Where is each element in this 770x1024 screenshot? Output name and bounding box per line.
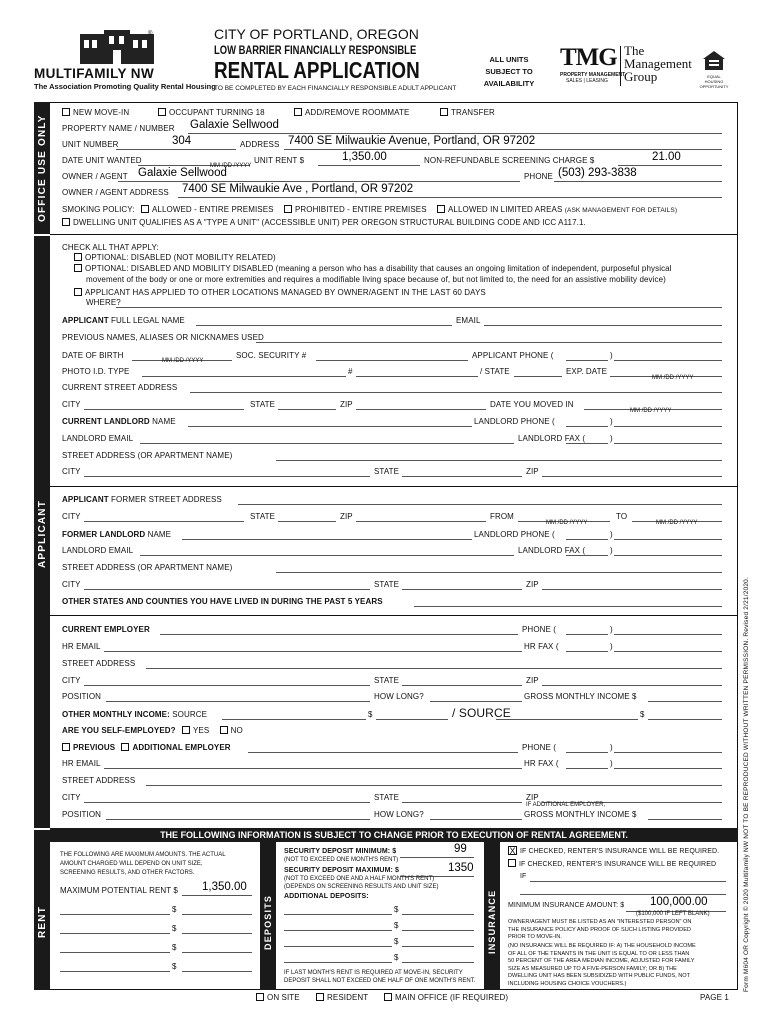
insurance-required-checkbox[interactable]: X — [509, 846, 516, 856]
occupant-turning-checkbox[interactable] — [158, 108, 166, 116]
equal-housing-icon — [702, 50, 726, 72]
previous-names-field[interactable] — [256, 342, 722, 343]
additional-city-field[interactable] — [84, 802, 370, 803]
rent-extra-field-2[interactable] — [182, 933, 252, 934]
self-employed-yes-checkbox[interactable] — [182, 726, 190, 734]
additional-deposit-2[interactable] — [402, 930, 474, 931]
smoking-allowed-checkbox[interactable] — [141, 205, 149, 213]
insurance-condition-field-2[interactable] — [520, 894, 726, 895]
current-landlord-email-field[interactable] — [140, 443, 514, 444]
current-landlord-fax-field[interactable] — [614, 443, 722, 444]
owner-address-field[interactable] — [178, 197, 722, 198]
max-rent-field[interactable] — [182, 895, 252, 896]
former-landlord-street-field[interactable] — [276, 572, 722, 573]
additional-employer-field[interactable] — [248, 752, 518, 753]
on-site-checkbox[interactable] — [256, 993, 264, 1001]
main-office-checkbox[interactable] — [384, 993, 392, 1001]
copyright-notice: Form M604 OR Copyright © 2020 Multifamily NW NOT TO BE REPRODUCED WITHOUT WRITTEN PERMISSION. Revised 2/21/2020. — [743, 577, 750, 992]
page-number: PAGE 1 — [700, 993, 729, 1002]
logo-tagline: The Association Promoting Quality Rental Housing — [34, 82, 216, 91]
disabled-checkbox[interactable] — [74, 253, 82, 261]
rent-extra-field-4[interactable] — [182, 971, 252, 972]
photo-id-state-field[interactable] — [514, 376, 562, 377]
smoking-limited-checkbox[interactable] — [437, 205, 445, 213]
current-city-field[interactable] — [84, 409, 244, 410]
rent-extra-field-3[interactable] — [182, 952, 252, 953]
other-locations-field[interactable] — [116, 307, 722, 308]
other-states-field[interactable] — [414, 606, 722, 607]
additional-deposit-4[interactable] — [402, 962, 474, 963]
additional-hr-fax-field[interactable] — [614, 768, 722, 769]
applied-other-locations-checkbox[interactable] — [74, 288, 82, 296]
current-zip-field[interactable] — [356, 409, 486, 410]
former-landlord-state-field[interactable] — [402, 589, 522, 590]
former-landlord-phone-field[interactable] — [614, 539, 722, 540]
rent-sidebar: RENT — [34, 830, 50, 990]
position-field[interactable] — [106, 701, 370, 702]
transfer-checkbox[interactable] — [440, 108, 448, 116]
email-field[interactable] — [484, 325, 722, 326]
applicant-phone-field[interactable] — [614, 360, 722, 361]
owner-phone-field[interactable] — [554, 181, 722, 182]
photo-id-type-field[interactable] — [142, 376, 346, 377]
rent-extra-field-1[interactable] — [182, 914, 252, 915]
current-street-field[interactable] — [190, 392, 722, 393]
employer-street-field[interactable] — [146, 668, 722, 669]
new-move-in-checkbox[interactable] — [62, 108, 70, 116]
form-instruction: TO BE COMPLETED BY EACH FINANCIALLY RESPONSIBLE ADULT APPLICANT — [214, 85, 457, 92]
former-state-field[interactable] — [278, 521, 336, 522]
other-income-source-field[interactable] — [222, 719, 366, 720]
former-zip-field[interactable] — [356, 521, 486, 522]
current-landlord-name-field[interactable] — [188, 426, 472, 427]
mobility-disabled-checkbox[interactable] — [74, 264, 82, 272]
applicant-sidebar: APPLICANT — [34, 236, 50, 828]
additional-deposit-3[interactable] — [402, 946, 474, 947]
additional-employer-phone-field[interactable] — [614, 752, 722, 753]
current-state-field[interactable] — [278, 409, 336, 410]
deposits-sidebar: DEPOSITS — [260, 842, 276, 990]
former-landlord-city-field[interactable] — [84, 589, 370, 590]
additional-how-long-field[interactable] — [430, 819, 522, 820]
logo-name: MULTIFAMILY NW — [34, 66, 155, 81]
employer-phone-field[interactable] — [614, 634, 722, 635]
additional-deposit-1[interactable] — [402, 914, 474, 915]
office-use-sidebar: OFFICE USE ONLY — [34, 102, 50, 234]
insurance-condition-field[interactable] — [530, 881, 726, 882]
current-landlord-zip-field[interactable] — [542, 476, 722, 477]
former-city-field[interactable] — [84, 521, 244, 522]
photo-id-number-field[interactable] — [356, 376, 478, 377]
resident-checkbox[interactable] — [316, 993, 324, 1001]
multifamily-logo-icon — [78, 28, 156, 68]
former-street-field[interactable] — [238, 504, 722, 505]
deposit-min-field[interactable] — [400, 857, 474, 858]
type-a-unit-checkbox[interactable] — [62, 218, 70, 226]
add-remove-roommate-checkbox[interactable] — [294, 108, 302, 116]
current-landlord-street-field[interactable] — [276, 460, 722, 461]
additional-gross-field[interactable] — [648, 819, 722, 820]
other-income-source2-field[interactable] — [496, 719, 638, 720]
employer-zip-field[interactable] — [542, 685, 722, 686]
full-legal-name-field[interactable] — [196, 325, 452, 326]
additional-hr-email-field[interactable] — [104, 768, 522, 769]
smoking-prohibited-checkbox[interactable] — [284, 205, 292, 213]
insurance-conditional-checkbox[interactable] — [508, 859, 516, 867]
previous-employer-checkbox[interactable] — [62, 743, 70, 751]
city-heading: CITY OF PORTLAND, OREGON — [214, 26, 419, 42]
gross-income-field[interactable] — [648, 701, 722, 702]
former-landlord-zip-field[interactable] — [542, 589, 722, 590]
management-group-logo: The Management Group — [624, 43, 692, 84]
employer-state-field[interactable] — [402, 685, 522, 686]
how-long-field[interactable] — [430, 701, 522, 702]
additional-street-field[interactable] — [146, 785, 722, 786]
screening-charge-field[interactable] — [618, 165, 722, 166]
former-landlord-email-field[interactable] — [140, 555, 514, 556]
unit-rent-field[interactable] — [318, 165, 420, 166]
form-subtitle: LOW BARRIER FINANCIALLY RESPONSIBLE — [214, 45, 417, 57]
unit-number-field[interactable] — [116, 149, 236, 150]
self-employed-no-checkbox[interactable] — [220, 726, 228, 734]
additional-position-field[interactable] — [106, 819, 370, 820]
ssn-field[interactable] — [316, 360, 468, 361]
additional-state-field[interactable] — [402, 802, 522, 803]
current-landlord-state-field[interactable] — [402, 476, 522, 477]
availability-note: ALL UNITS SUBJECT TO AVAILABILITY — [483, 55, 535, 88]
hr-fax-field[interactable] — [614, 651, 722, 652]
other-income-amount2-field[interactable] — [648, 719, 722, 720]
hr-email-field[interactable] — [104, 651, 522, 652]
registered-mark: ® — [148, 31, 153, 37]
current-employer-field[interactable] — [160, 634, 518, 635]
change-notice-bar: THE FOLLOWING INFORMATION IS SUBJECT TO CHANGE PRIOR TO EXECUTION OF RENTAL AGREEMENT. — [50, 828, 738, 842]
former-landlord-name-field[interactable] — [182, 539, 472, 540]
employer-city-field[interactable] — [84, 685, 370, 686]
current-landlord-phone-field[interactable] — [614, 426, 722, 427]
current-landlord-city-field[interactable] — [84, 476, 370, 477]
property-name-field[interactable] — [188, 133, 722, 134]
former-landlord-fax-field[interactable] — [614, 555, 722, 556]
other-income-amount-field[interactable] — [376, 719, 448, 720]
owner-agent-field[interactable] — [118, 181, 520, 182]
additional-employer-checkbox[interactable] — [121, 743, 129, 751]
tmg-logo: TMG — [560, 44, 617, 71]
page-title: RENTAL APPLICATION — [214, 57, 420, 83]
unit-address-field[interactable] — [284, 149, 722, 150]
insurance-sidebar: INSURANCE — [484, 842, 500, 990]
